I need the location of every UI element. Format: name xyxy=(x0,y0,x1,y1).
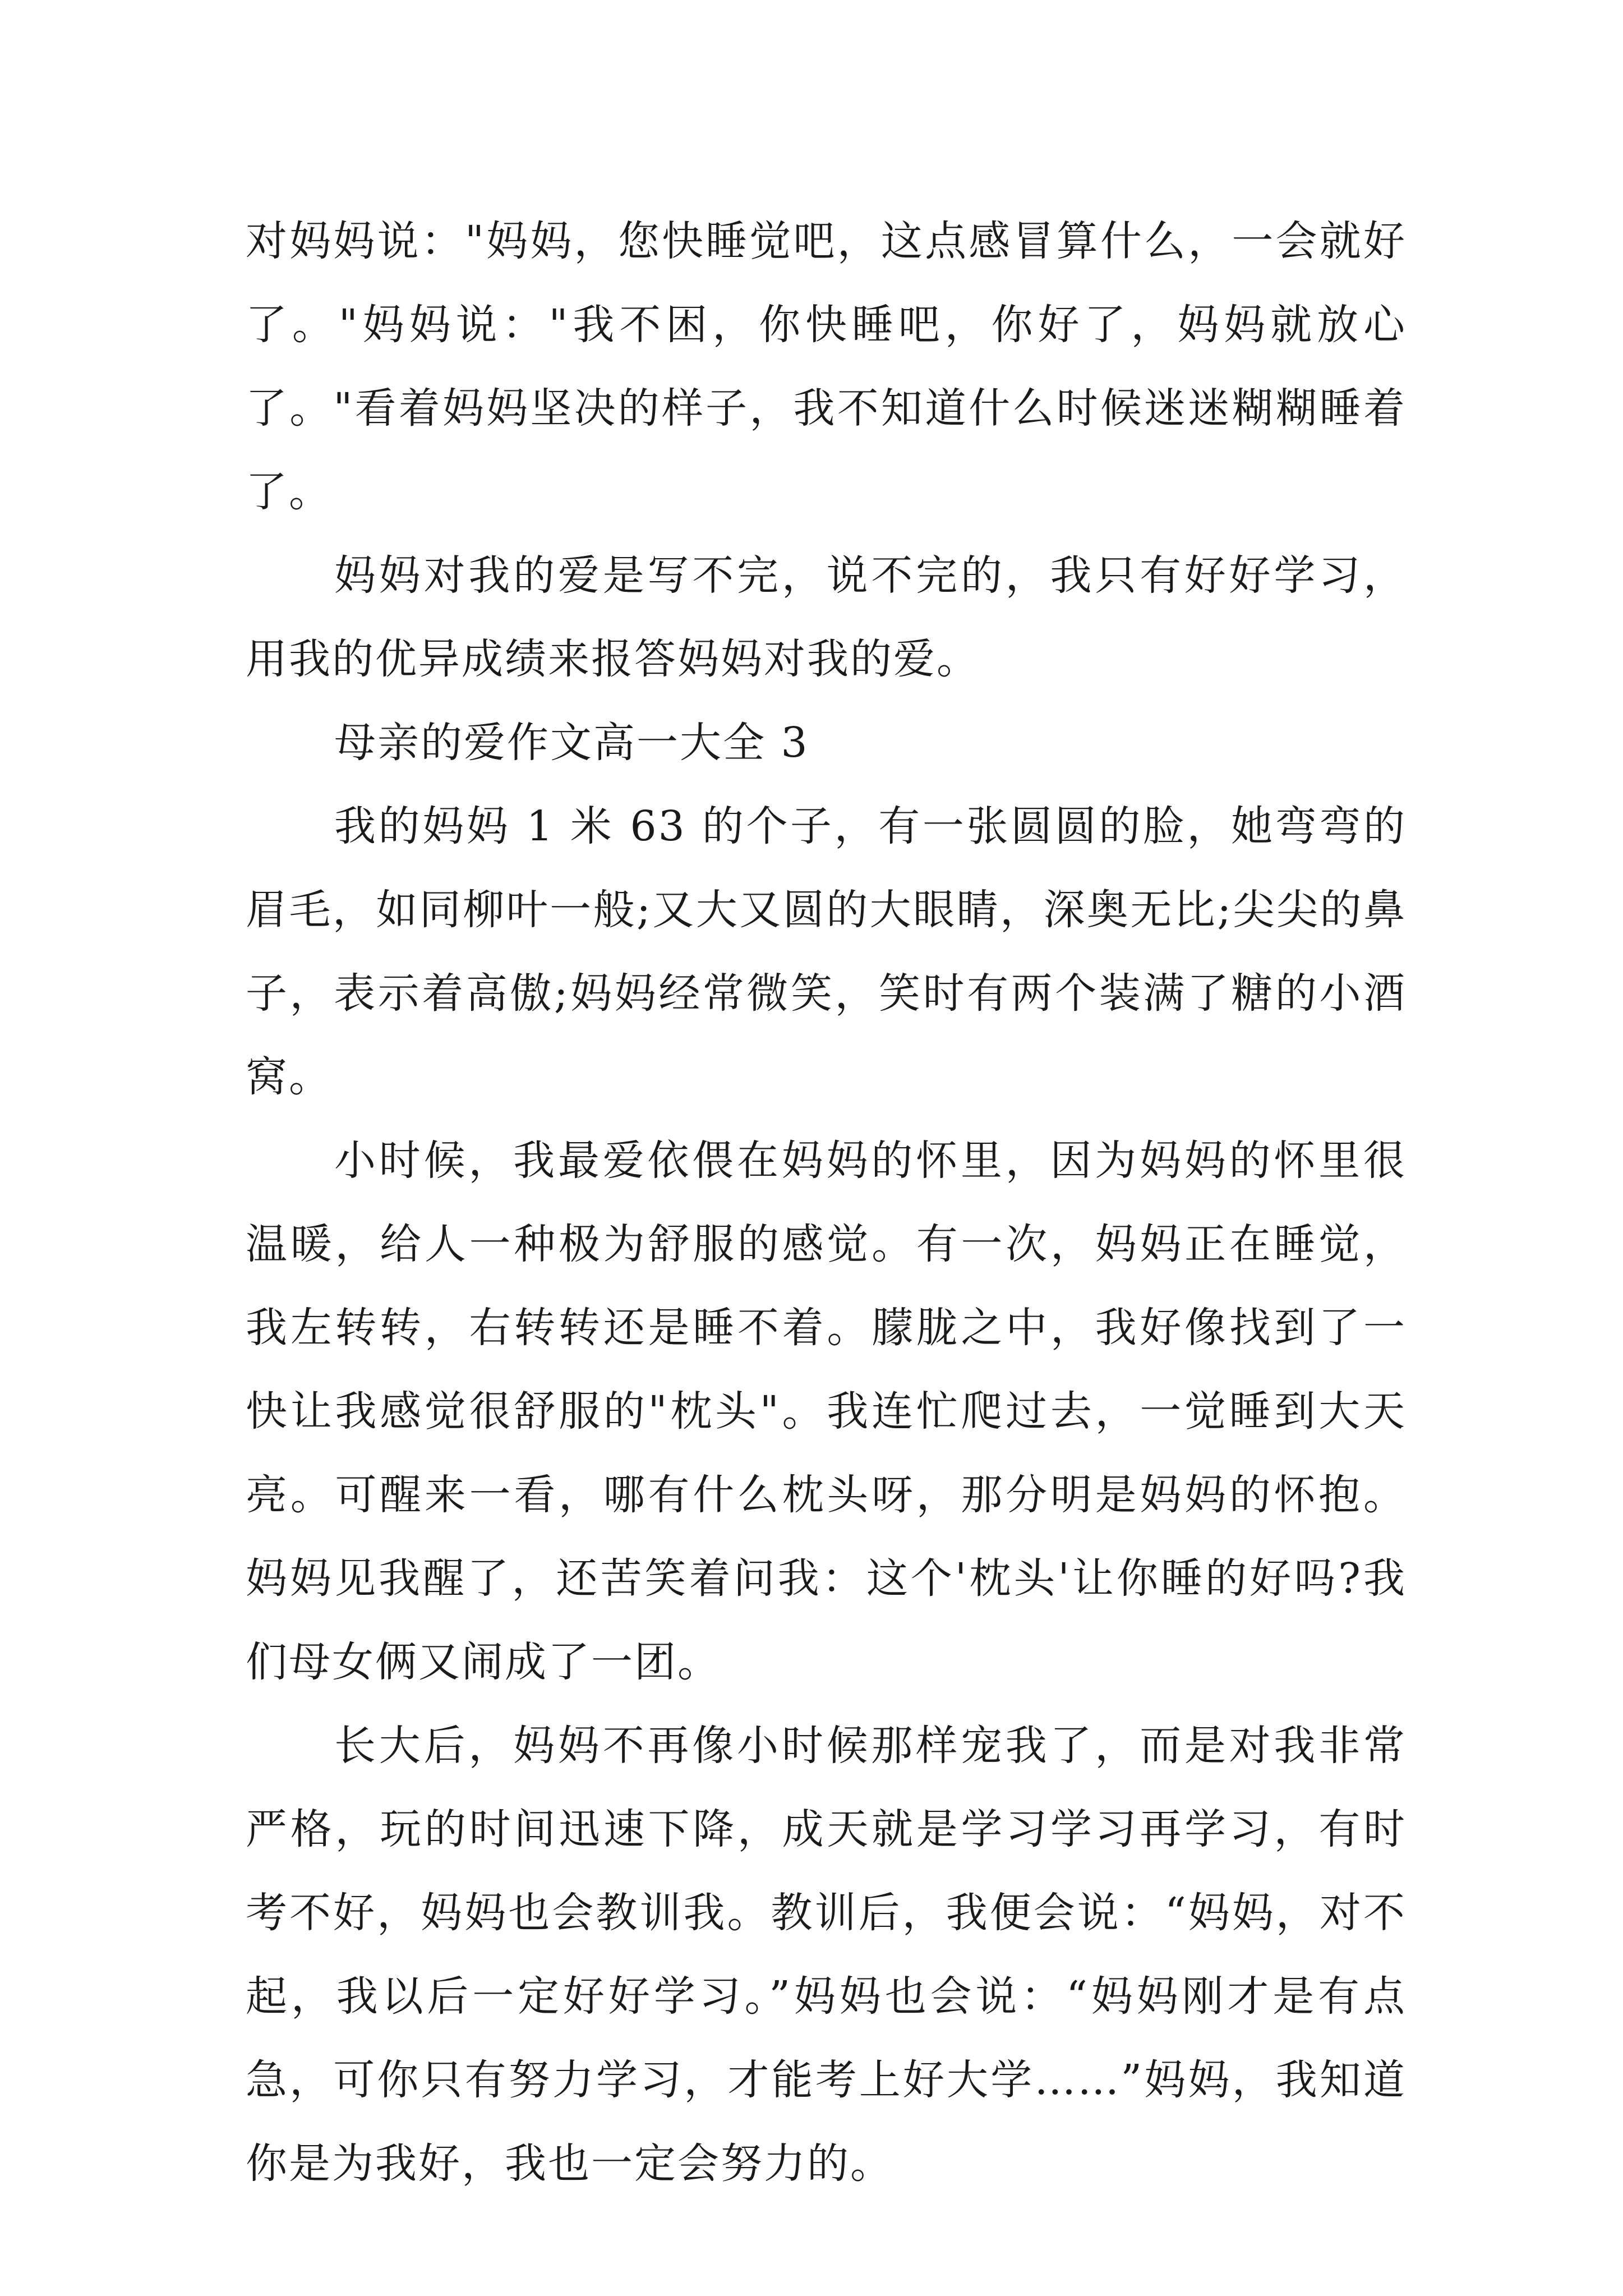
document-body xyxy=(246,200,1407,2206)
paragraph-continued: 对妈妈说："妈妈，您快睡觉吧，这点感冒算什么，一会就好了。"妈妈说："我不困，你快睡吧，你好了，妈妈就放心了。"看着妈妈坚决的样子，我不知道什么时候迷迷糊糊睡着了。 xyxy=(246,217,1407,516)
paragraph-closing: 妈妈对我的爱是写不完，说不完的，我只有好好学习，用我的优异成绩来报答妈妈对我的爱。 xyxy=(246,551,1407,683)
section-heading: 母亲的爱作文高一大全 3 xyxy=(334,719,809,767)
paragraph-childhood: 小时候，我最爱依偎在妈妈的怀里，因为妈妈的怀里很温暖，给人一种极为舒服的感觉。有一次，妈妈正在睡觉，我左转转，右转转还是睡不着。朦胧之中，我好像找到了一快让我感觉很舒服的"枕头"。我连忙爬过去，一觉睡到大天亮。可醒来一看，哪有什么枕头呀，那分明是妈妈的怀抱。妈妈见我醒了，还苦笑着问我：这个'枕头'让你睡的好吗?我们母女俩又闹成了一团。 xyxy=(246,1137,1407,1686)
paragraph-description: 我的妈妈 1 米 63 的个子，有一张圆圆的脸，她弯弯的眉毛，如同柳叶一般;又大又圆的大眼睛，深奥无比;尖尖的鼻子，表示着高傲;妈妈经常微笑，笑时有两个装满了糖的小酒窝。 xyxy=(246,802,1407,1101)
paragraph-growing-up: 长大后，妈妈不再像小时候那样宠我了，而是对我非常严格，玩的时间迅速下降，成天就是学习学习再学习，有时考不好，妈妈也会教训我。教训后，我便会说：“妈妈，对不起，我以后一定好好学习。”妈妈也会说：“妈妈刚才是有点急，可你只有努力学习，才能考上好大学……”妈妈，我知道你是为我好，我也一定会努力的。 xyxy=(246,1722,1407,2188)
